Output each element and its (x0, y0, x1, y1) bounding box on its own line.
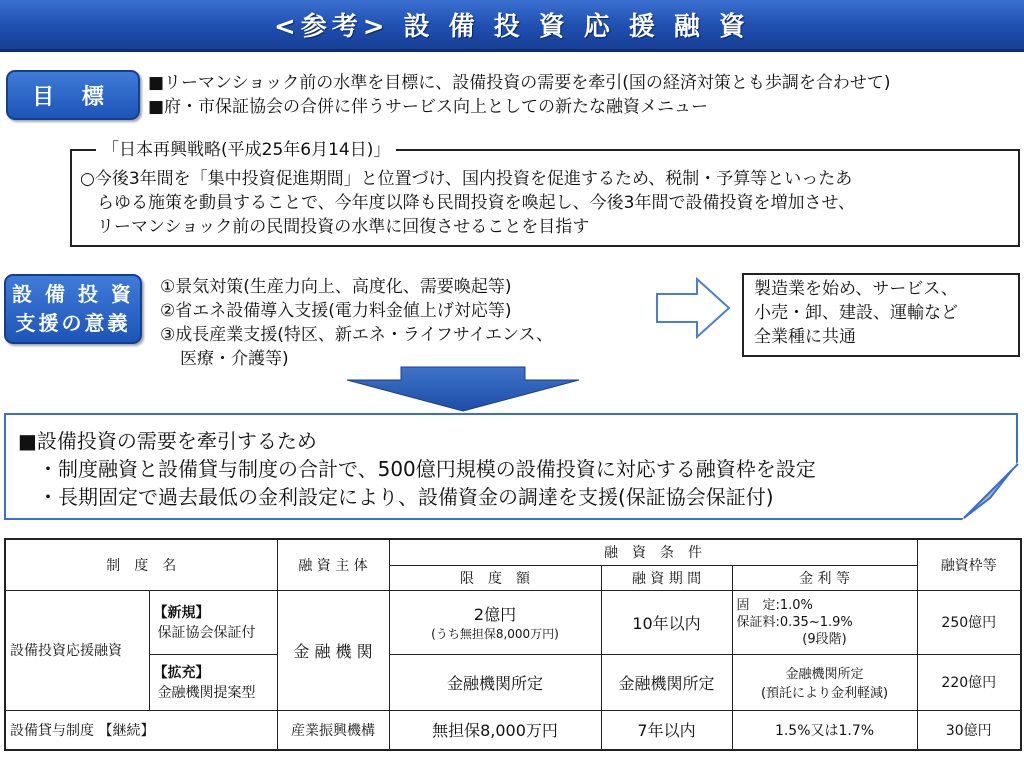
cell-provider-1: 金 融 機 関 (277, 590, 389, 710)
page-curl-icon (962, 462, 1020, 522)
meaning-badge (4, 274, 142, 344)
cell-expand-limit: 金融機関所定 (389, 654, 601, 710)
cell-new-quota: 250億円 (917, 590, 1021, 654)
down-arrow-icon (345, 366, 581, 412)
header-conditions: 融 資 条 件 (389, 539, 917, 565)
cell-p2-period: 7年以内 (601, 710, 732, 750)
right-arrow-icon (655, 276, 733, 340)
cell-new-type (149, 590, 277, 654)
page-title (0, 0, 1024, 52)
cell-new-rate (732, 590, 917, 654)
new-rate-line-1: 固 定:1.0% (736, 597, 813, 613)
cell-expand-type (149, 654, 277, 710)
header-limit: 限 度 額 (389, 565, 601, 590)
goal-badge (6, 70, 140, 120)
table-row (5, 654, 1021, 710)
industry-box (742, 273, 1020, 357)
cell-expand-period: 金融機関所定 (601, 654, 732, 710)
industry-line-2: 小売・卸、建設、運輸など (754, 303, 958, 323)
cell-program-2: 設備貸与制度 【継続】 (5, 710, 277, 750)
header-quota: 融資枠等 (917, 539, 1021, 590)
cell-expand-quota: 220億円 (917, 654, 1021, 710)
measures-heading: ■設備投資の需要を牽引するため (18, 429, 317, 453)
new-rate-line-3: (9段階) (802, 631, 847, 647)
conditions-table (4, 538, 1022, 751)
goal-badge-label: 目 標 (32, 84, 114, 110)
header-rate: 金 利 等 (732, 565, 917, 590)
measures-line-1: ・制度融資と設備貸与制度の合計で、500億円規模の設備投資に対応する融資枠を設定 (38, 457, 816, 481)
cell-p2-quota: 30億円 (917, 710, 1021, 750)
table-row (5, 590, 1021, 654)
cell-provider-2: 産業振興機構 (277, 710, 389, 750)
meaning-item-3: ③成長産業支援(特区、新エネ・ライフサイエンス、 (160, 325, 553, 345)
new-name: 保証協会保証付 (157, 625, 256, 641)
meaning-badge-line-2: 支援の意義 (15, 311, 131, 335)
strategy-line-1: ○今後3年間を「集中投資促進期間」と位置づけ、国内投資を促進するため、税制・予算等といったあ (80, 169, 853, 189)
header-program-name: 制 度 名 (5, 539, 277, 590)
industry-line-1: 製造業を始め、サービス、 (754, 279, 958, 299)
cell-new-period: 10年以内 (601, 590, 732, 654)
meaning-badge-line-1: 設 備 投 資 (12, 282, 134, 306)
expand-rate-line-2: (預託により金利軽減) (760, 686, 889, 701)
measures-line-2: ・長期固定で過去最低の金利設定により、設備資金の調達を支援(保証協会保証付) (38, 485, 774, 509)
new-limit: 2億円 (473, 605, 517, 624)
header-provider: 融 資 主 体 (277, 539, 389, 590)
cell-program-1: 設備投資応援融資 (5, 590, 149, 710)
new-tag: 【新規】 (153, 605, 210, 621)
expand-name: 金融機関提案型 (157, 685, 256, 701)
strategy-line-2: らゆる施策を動員することで、今年度以降も民間投資を喚起し、今後3年間で設備投資を増加させ、 (97, 193, 855, 213)
goal-line-2: ■府・市保証協会の合併に伴うサービス向上としての新たな融資メニュー (148, 97, 709, 117)
cell-new-limit (389, 590, 601, 654)
meaning-item-1: ①景気対策(生産力向上、高度化、需要喚起等) (160, 277, 512, 297)
new-limit-note: (うち無担保8,000万円) (431, 627, 559, 641)
title-text: <参考> 設 備 投 資 応 援 融 資 (274, 12, 750, 42)
expand-rate-line-1: 金融機関所定 (785, 667, 864, 682)
cell-expand-rate (732, 654, 917, 710)
meaning-item-2: ②省エネ設備導入支援(電力料金値上げ対応等) (160, 301, 512, 321)
table-row (5, 710, 1021, 750)
cell-p2-rate: 1.5%又は1.7% (732, 710, 917, 750)
industry-line-3: 全業種に共通 (754, 327, 856, 347)
header-period: 融 資 期 間 (601, 565, 732, 590)
goal-line-1: ■リーマンショック前の水準を目標に、設備投資の需要を牽引(国の経済対策とも歩調を合わせて) (148, 73, 891, 93)
strategy-line-3: リーマンショック前の民間投資の水準に回復させることを目指す (97, 217, 590, 237)
table-header-row (5, 539, 1021, 565)
cell-p2-limit: 無担保8,000万円 (389, 710, 601, 750)
expand-tag: 【拡充】 (153, 665, 210, 681)
strategy-title: 「日本再興戦略(平成25年6月14日)」 (96, 139, 396, 161)
meaning-item-4: 医療・介護等) (180, 349, 289, 369)
new-rate-line-2: 保証料:0.35~1.9% (736, 614, 853, 630)
